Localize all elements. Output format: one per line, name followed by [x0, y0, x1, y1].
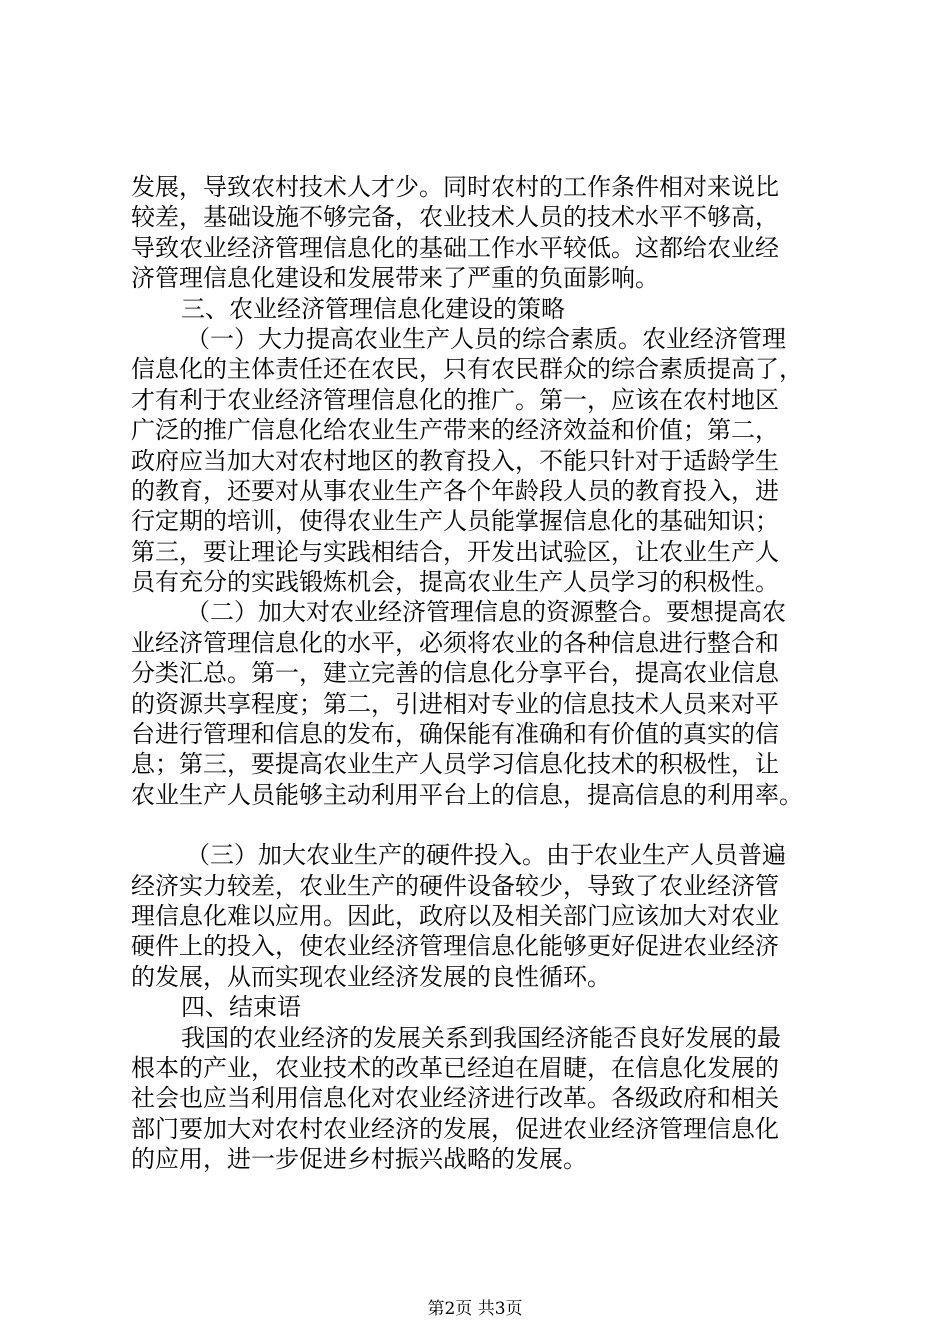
subsection-heading: （一）大力提高农业生产人员的综合素质。农业经济管理	[186, 324, 786, 353]
text-line: 农业生产人员能够主动利用平台上的信息，提高信息的利用率。	[131, 780, 803, 809]
subsection-heading: （三）加大农业生产的硬件投入。由于农业生产人员普遍	[186, 841, 786, 870]
text-line: 的应用，进一步促进乡村振兴战略的发展。	[131, 1145, 587, 1174]
text-line: 广泛的推广信息化给农业生产带来的经济效益和价值；第二，	[131, 416, 779, 445]
section-heading: 四、结束语	[181, 993, 301, 1022]
text-line: 的教育，还要对从事农业生产各个年龄段人员的教育投入，进	[131, 476, 779, 505]
section-heading: 三、农业经济管理信息化建设的策略	[181, 294, 565, 323]
body-text	[131, 172, 843, 1175]
text-line: 较差，基础设施不够完备，农业技术人员的技术水平不够高，	[131, 203, 779, 232]
text-line: 导致农业经济管理信息化的基础工作水平较低。这都给农业经	[131, 233, 779, 262]
text-line: 第三，要让理论与实践相结合，开发出试验区，让农业生产人	[131, 537, 779, 566]
text-line: 社会也应当利用信息化对农业经济进行改革。各级政府和相关	[131, 1084, 779, 1113]
text-line: 部门要加大对农村农业经济的发展，促进农业经济管理信息化	[131, 1114, 779, 1143]
text-line: 业经济管理信息化的水平，必须将农业的各种信息进行整合和	[131, 628, 779, 657]
text-line: 硬件上的投入，使农业经济管理信息化能够更好促进农业经济	[131, 932, 779, 961]
paragraph-gap	[131, 810, 843, 840]
text-line: 员有充分的实践锻炼机会，提高农业生产人员学习的积极性。	[131, 568, 779, 597]
page-number-footer: 第2页 共3页	[427, 1299, 523, 1319]
text-line: 发展，导致农村技术人才少。同时农村的工作条件相对来说比	[131, 173, 779, 201]
text-line: 台进行管理和信息的发布，确保能有准确和有价值的真实的信	[131, 720, 779, 749]
text-line: 息；第三，要提高农业生产人员学习信息化技术的积极性，让	[131, 750, 779, 779]
text-line: 信息化的主体责任还在农民，只有农民群众的综合素质提高了，	[131, 355, 803, 384]
text-line: 经济实力较差，农业生产的硬件设备较少，导致了农业经济管	[131, 871, 779, 900]
text-line: 的资源共享程度；第二，引进相对专业的信息技术人员来对平	[131, 689, 779, 718]
text-line: 分类汇总。第一，建立完善的信息化分享平台，提高农业信息	[131, 659, 779, 688]
text-line: 的发展，从而实现农业经济发展的良性循环。	[131, 962, 611, 991]
text-line: 政府应当加大对农村地区的教育投入，不能只针对于适龄学生	[131, 446, 779, 475]
subsection-heading: （二）加大对农业经济管理信息的资源整合。要想提高农	[186, 598, 786, 627]
text-line: 我国的农业经济的发展关系到我国经济能否良好发展的最	[181, 1023, 781, 1052]
text-line: 行定期的培训，使得农业生产人员能掌握信息化的基础知识；	[131, 507, 779, 536]
text-line: 济管理信息化建设和发展带来了严重的负面影响。	[131, 264, 659, 293]
text-line: 理信息化难以应用。因此，政府以及相关部门应该加大对农业	[131, 901, 779, 930]
text-line: 才有利于农业经济管理信息化的推广。第一，应该在农村地区	[131, 385, 779, 414]
text-line: 根本的产业，农业技术的改革已经迫在眉睫，在信息化发展的	[131, 1053, 779, 1082]
